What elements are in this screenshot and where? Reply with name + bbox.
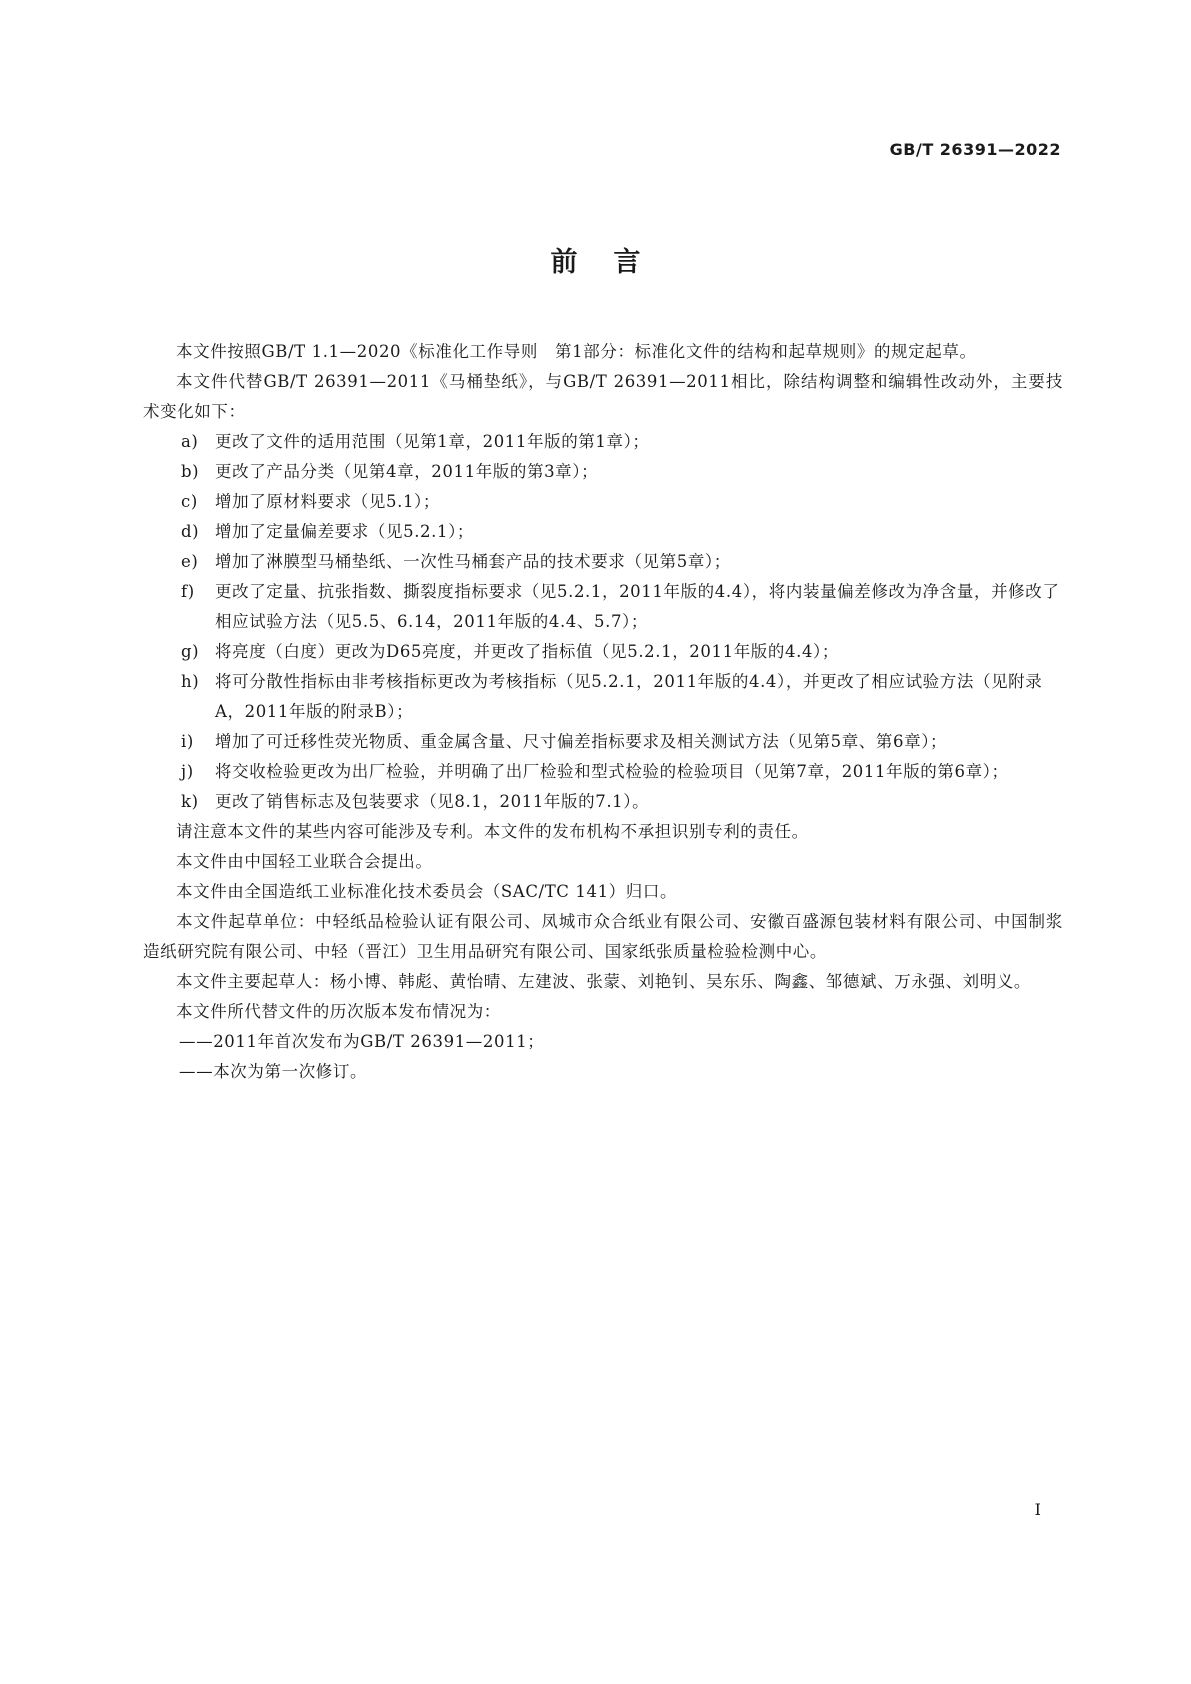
- paragraph: 本文件由中国轻工业联合会提出。: [176, 852, 433, 871]
- list-item: [143, 517, 1063, 547]
- list-item-text: 更改了文件的适用范围（见第1章，2011年版的第1章）；: [215, 432, 650, 451]
- list-item-text: 更改了销售标志及包装要求（见8.1，2011年版的7.1）。: [215, 792, 650, 811]
- list-item: [143, 757, 1063, 787]
- list-item: [143, 547, 1063, 577]
- list-item-label: b): [181, 462, 200, 481]
- history-item: ——2011年首次发布为GB/T 26391—2011；: [179, 1032, 545, 1051]
- list-item-text: 增加了淋膜型马桶垫纸、一次性马桶套产品的技术要求（见第5章）；: [215, 552, 731, 571]
- list-item: [143, 487, 1063, 517]
- list-item-text: 更改了产品分类（见第4章，2011年版的第3章）；: [215, 462, 599, 481]
- list-item: [143, 787, 1063, 817]
- change-list: [143, 427, 1063, 817]
- list-item: [143, 427, 1063, 457]
- list-item-label: a): [181, 432, 199, 451]
- list-item-text: 增加了可迁移性荧光物质、重金属含量、尺寸偏差指标要求及相关测试方法（见第5章、第6章）；: [215, 732, 948, 751]
- list-item-label: e): [181, 552, 199, 571]
- list-item: [143, 637, 1063, 667]
- paragraph: 请注意本文件的某些内容可能涉及专利。本文件的发布机构不承担识别专利的责任。: [176, 822, 809, 841]
- page-title: 前言: [550, 247, 677, 278]
- list-item-label: j): [181, 762, 194, 781]
- list-item-text: 增加了定量偏差要求（见5.2.1）；: [215, 522, 475, 541]
- list-item-label: c): [181, 492, 198, 511]
- page-number: I: [1034, 1500, 1041, 1519]
- list-item-text: 将交收检验更改为出厂检验，并明确了出厂检验和型式检验的检验项目（见第7章，2011年版的第6章）；: [215, 762, 1009, 781]
- paragraph: 本文件主要起草人：杨小博、韩彪、黄怡晴、左建波、张蒙、刘艳钊、吴东乐、陶鑫、邹德斌、万永强、刘明义。: [176, 972, 1031, 991]
- standard-number: GB/T 26391—2022: [889, 140, 1061, 159]
- list-item-label: d): [181, 522, 200, 541]
- list-item-label: i): [181, 732, 194, 751]
- paragraph: 本文件所代替文件的历次版本发布情况为：: [176, 1002, 501, 1021]
- list-item: [143, 667, 1063, 727]
- paragraph: 本文件由全国造纸工业标准化技术委员会（SAC/TC 141）归口。: [176, 882, 678, 901]
- paragraph: 本文件按照GB/T 1.1—2020《标准化工作导则 第1部分：标准化文件的结构和起草规则》的规定起草。: [176, 342, 977, 361]
- history-item: ——本次为第一次修订。: [179, 1062, 368, 1081]
- list-item: [143, 577, 1063, 637]
- list-item-text: 将可分散性指标由非考核指标更改为考核指标（见5.2.1，2011年版的4.4），并更改了相应试验方法（见附录A，2011年版的附录B）；: [215, 672, 1043, 721]
- list-item-text: 增加了原材料要求（见5.1）；: [215, 492, 440, 511]
- history-list: [143, 1027, 1063, 1087]
- list-item-text: 更改了定量、抗张指数、撕裂度指标要求（见5.2.1，2011年版的4.4），将内装量偏差修改为净含量，并修改了相应试验方法（见5.5、6.14，2011年版的4.4、5.7）；: [215, 582, 1060, 631]
- list-item: [143, 457, 1063, 487]
- list-item-label: f): [181, 582, 195, 601]
- list-item-label: g): [181, 642, 200, 661]
- document-body: [143, 337, 1063, 1087]
- list-item: [143, 727, 1063, 757]
- list-item-label: h): [181, 672, 200, 691]
- list-item-text: 将亮度（白度）更改为D65亮度，并更改了指标值（见5.2.1，2011年版的4.4）；: [215, 642, 839, 661]
- list-item-label: k): [181, 792, 199, 811]
- paragraph: 本文件起草单位：中轻纸品检验认证有限公司、凤城市众合纸业有限公司、安徽百盛源包装材料有限公司、中国制浆造纸研究院有限公司、中轻（晋江）卫生用品研究有限公司、国家纸张质量检验检测中心。: [143, 912, 1063, 961]
- paragraph: 本文件代替GB/T 26391—2011《马桶垫纸》，与GB/T 26391—2011相比，除结构调整和编辑性改动外，主要技术变化如下：: [143, 372, 1063, 421]
